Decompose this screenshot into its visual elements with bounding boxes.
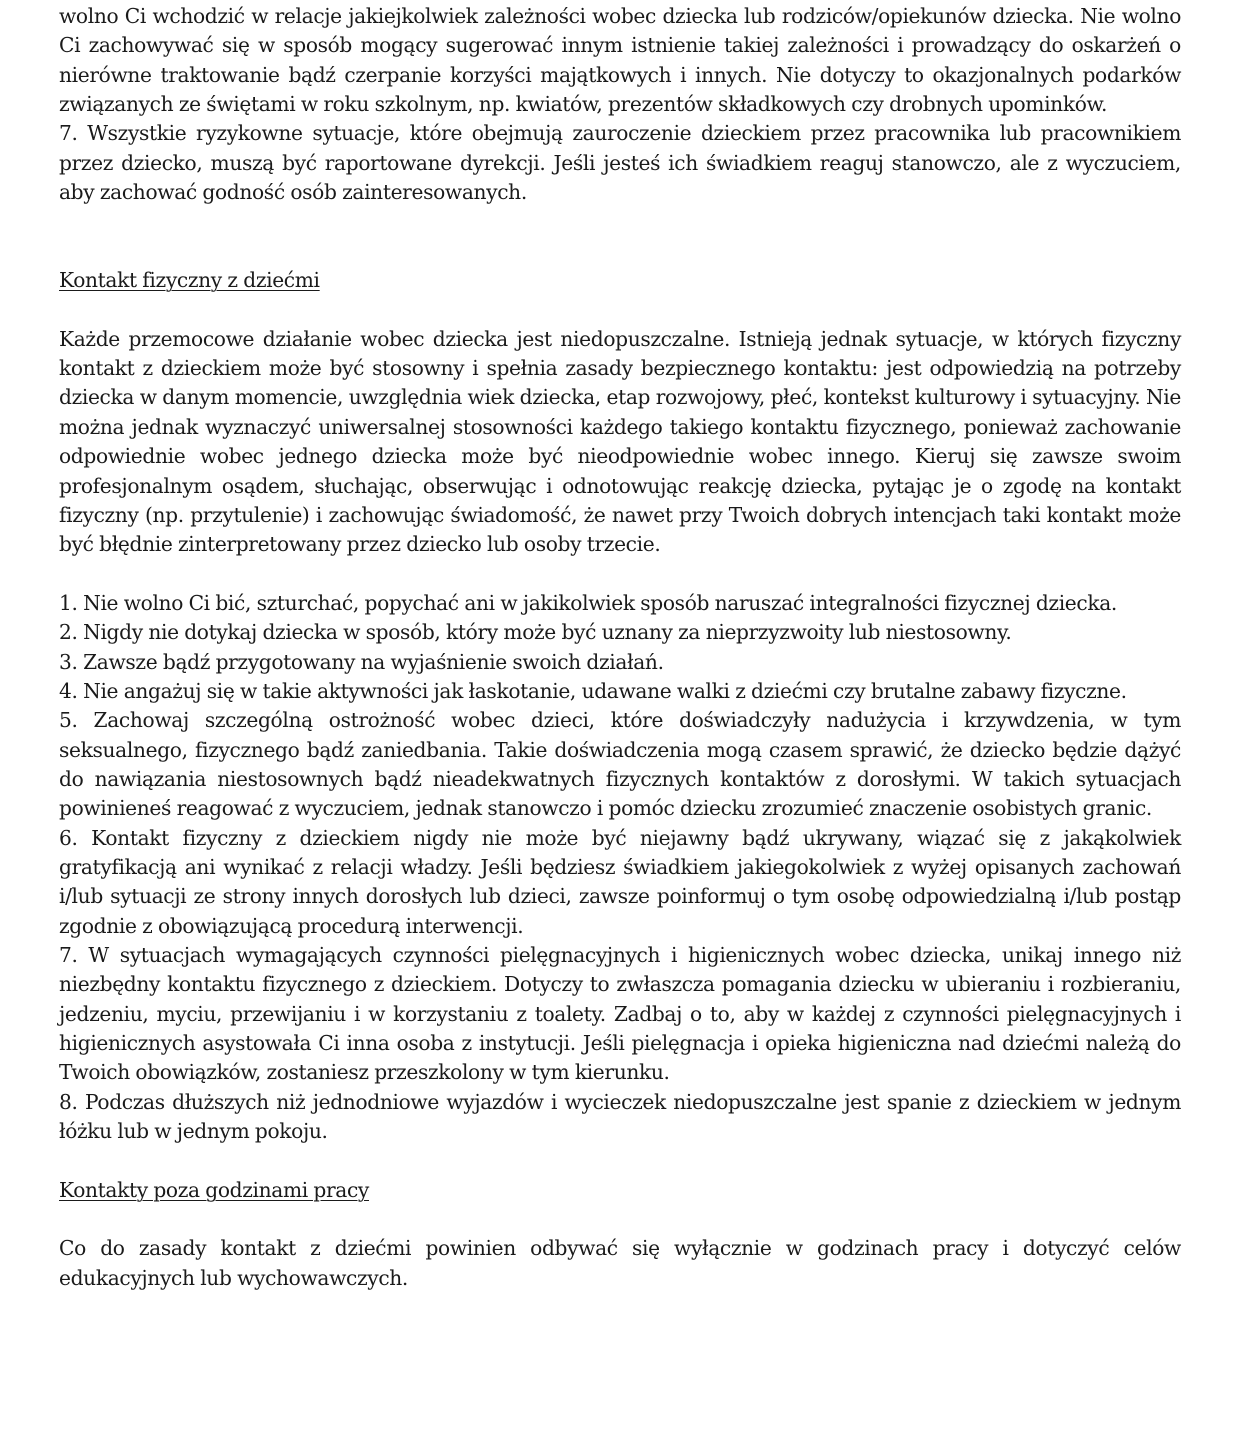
spacer (59, 1205, 1181, 1234)
list-item-rule-7: 7. W sytuacjach wymagających czynności pielęgnacyjnych i higienicznych wobec dziecka, unikaj innego niż niezbędny kontaktu fizycznego z dzieckiem. Dotyczy to zwłaszcza pomagania dziecku w ubieraniu i rozbieraniu, jedzeniu, myciu, przewijaniu i w korzystaniu z toalety. Zadbaj o to, aby w każdej z czynności pielęgnacyjnych i higienicznych asystowała Ci inna osoba z instytucji. Jeśli pielęgnacja i opieka higieniczna nad dziećmi należą do Twoich obowiązków, zostaniesz przeszkolony w tym kierunku. (59, 943, 1181, 1085)
spacer (59, 207, 1181, 266)
spacer (59, 560, 1181, 589)
physical-contact-rules-list (59, 589, 1181, 1147)
list-item-rule-3: 3. Zawsze bądź przygotowany na wyjaśnienie swoich działań. (59, 649, 664, 674)
list-item-rule-8: 8. Podczas dłuższych niż jednodniowe wyjazdów i wycieczek niedopuszczalne jest spanie z dzieckiem w jednym łóżku lub w jednym pokoju. (59, 1089, 1181, 1144)
list-item-rule-6: 6. Kontakt fizyczny z dzieckiem nigdy nie może być niejawny bądź ukrywany, wiązać się z jakąkolwiek gratyfikacją ani wynikać z relacji władzy. Jeśli będziesz świadkiem jakiegokolwiek z wyżej opisanych zachowań i/lub sytuacji ze strony innych dorosłych lub dzieci, zawsze poinformuj o tym osobę odpowiedzialną i/lub postąp zgodnie z obowiązującą procedurą interwencji. (59, 825, 1181, 938)
spacer (59, 1146, 1181, 1175)
document-page (59, 2, 1181, 1293)
list-item-rule-4: 4. Nie angażuj się w takie aktywności jak łaskotanie, udawane walki z dziećmi czy brutalne zabawy fizyczne. (59, 678, 1127, 703)
spacer (59, 295, 1181, 324)
paragraph-after-hours-intro: Co do zasady kontakt z dziećmi powinien odbywać się wyłącznie w godzinach pracy i dotyczyć celów edukacyjnych lub wychowawczych. (59, 1236, 1181, 1290)
paragraph-item-7-risky-situations: 7. Wszystkie ryzykowne sytuacje, które obejmują zauroczenie dzieckiem przez pracownika lub pracownikiem przez dziecko, muszą być raportowane dyrekcji. Jeśli jesteś ich świadkiem reaguj stanowczo, ale z wyczuciem, aby zachować godność osób zainteresowanych. (59, 121, 1181, 205)
list-item-rule-5: 5. Zachowaj szczególną ostrożność wobec dzieci, które doświadczyły nadużycia i krzywdzenia, w tym seksualnego, fizycznego bądź zaniedbania. Takie doświadczenia mogą czasem sprawić, że dziecko będzie dążyć do nawiązania niestosownych bądź nieadekwatnych fizycznych kontaktów z dorosłymi. W takich sytuacjach powinieneś reagować z wyczuciem, jednak stanowczo i pomóc dziecku zrozumieć znaczenie osobistych granic. (59, 708, 1181, 821)
section-heading-after-hours: Kontakty poza godzinami pracy (59, 1177, 369, 1202)
list-item-rule-1: 1. Nie wolno Ci bić, szturchać, popychać ani w jakikolwiek sposób naruszać integralności fizycznej dziecka. (59, 590, 1117, 615)
paragraph-physical-contact-intro: Każde przemocowe działanie wobec dziecka jest niedopuszczalne. Istnieją jednak sytuacje, w których fizyczny kontakt z dzieckiem może być stosowny i spełnia zasady bezpiecznego kontaktu: jest odpowiedzią na potrzeby dziecka w danym momencie, uwzględnia wiek dziecka, etap rozwojowy, płeć, kontekst kulturowy i sytuacyjny. Nie można jednak wyznaczyć uniwersalnej stosowności każdego takiego kontaktu fizycznego, ponieważ zachowanie odpowiednie wobec jednego dziecka może być nieodpowiednie wobec innego. Kieruj się zawsze swoim profesjonalnym osądem, słuchając, obserwując i odnotowując reakcję dziecka, pytając je o zgodę na kontakt fizyczny (np. przytulenie) i zachowując świadomość, że nawet przy Twoich dobrych intencjach taki kontakt może być błędnie zinterpretowany przez dziecko lub osoby trzecie. (59, 326, 1181, 557)
paragraph-item-6-continuation: wolno Ci wchodzić w relacje jakiejkolwiek zależności wobec dziecka lub rodziców/opiekunów dziecka. Nie wolno Ci zachowywać się w sposób mogący sugerować innym istnienie takiej zależności i prowadzący do oskarżeń o nierówne traktowanie bądź czerpanie korzyści majątkowych i innych. Nie dotyczy to okazjonalnych podarków związanych ze świętami w roku szkolnym, np. kwiatów, prezentów składkowych czy drobnych upominków. (59, 4, 1181, 117)
section-heading-physical-contact: Kontakt fizyczny z dziećmi (59, 268, 320, 293)
list-item-rule-2: 2. Nigdy nie dotykaj dziecka w sposób, który może być uznany za nieprzyzwoity lub niestosowny. (59, 620, 1012, 645)
